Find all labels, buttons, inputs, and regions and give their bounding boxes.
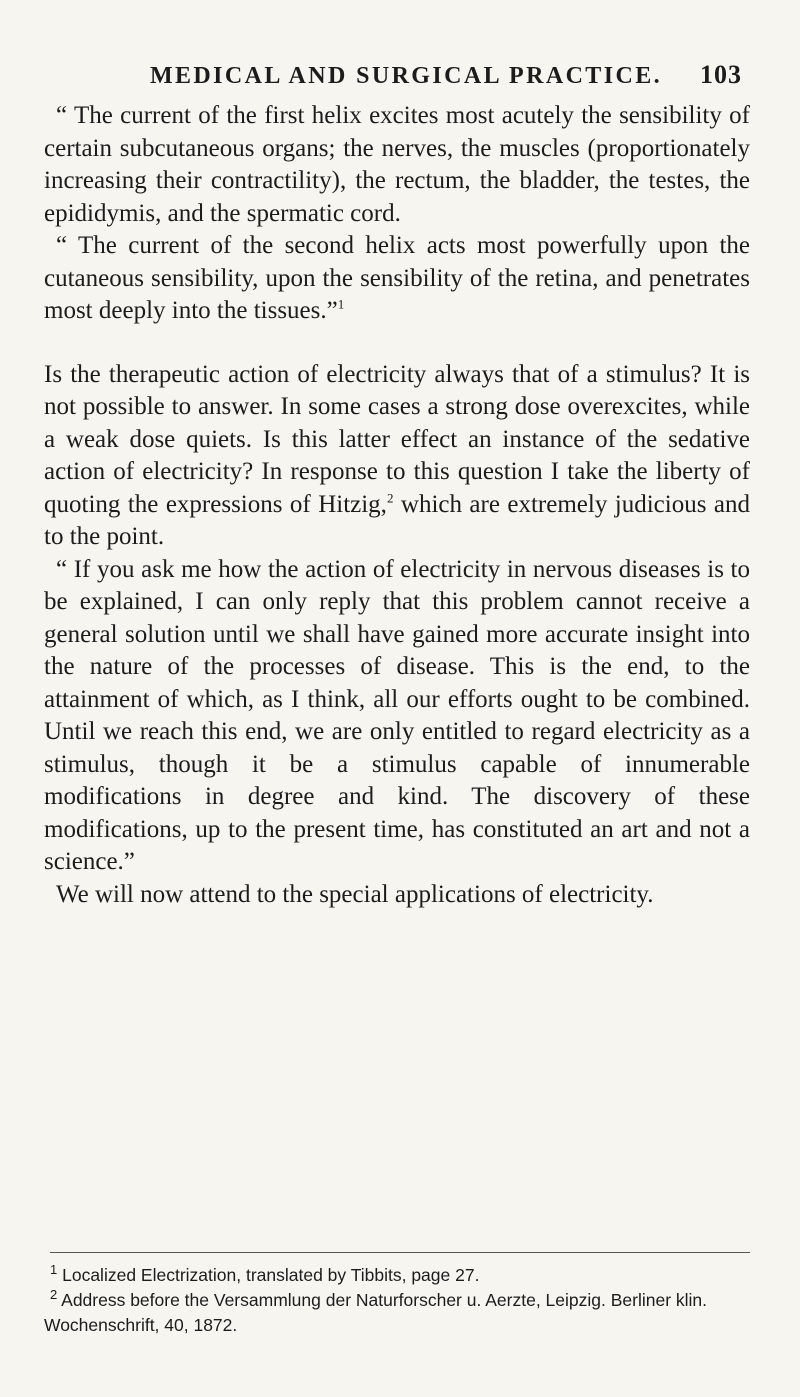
page-number: 103 — [700, 60, 742, 89]
paragraph-hitzig-quote: “ If you ask me how the action of electricity in nervous diseases is to be explained, I can only reply that this problem cannot receive a general solution until we shall have gained more accurate insight into the nature of the processes of disease. This is the end, to the attainment of which, as I think, all our efforts ought to be combined. Until we reach this end, we are only entitled to regard electricity as a stimulus, though it be a stimulus capable of innumerable modifications in degree and kind. The discovery of these modifications, up to the present time, has constituted an art and not a science.” — [44, 555, 750, 875]
footnote-2: $^2$ Address before the Versammlung der Naturforscher u. Aerzte, Leipzig. Berliner klin. Wochenschrift, 40, 1872. — [44, 1287, 708, 1335]
footnote-ref-1: 1 — [337, 296, 345, 312]
paragraph-special-applications: We will now attend to the special applications of electricity. — [56, 880, 654, 908]
footnote-divider — [50, 1252, 750, 1253]
paragraph-therapeutic-action: Is the therapeutic action of electricity always that of a stimulus? It is not possible to answer. In some cases a strong dose overexcites, while a weak dose quiets. Is this latter effect an instance of the sedative action of electricity? In response to this question I take the liberty of quoting the expressions of Hitzig,$^2$ which are extremely judicious and to the point. — [44, 360, 750, 550]
footnote-ref-2: 2 — [386, 490, 394, 506]
footnote-mark-1: 1 — [50, 1262, 58, 1278]
paragraph-second-helix: “ The current of the second helix acts most powerfully upon the cutaneous sensibility, upon the sensibility of the retina, and penetrates most deeply into the tissues.”$^1$ — [44, 232, 750, 324]
body-text — [44, 100, 750, 911]
footnote-1: $^1$ Localized Electrization, translated by Tibbits, page 27. — [50, 1262, 480, 1285]
footnotes — [44, 1263, 750, 1338]
running-title: MEDICAL AND SURGICAL PRACTICE. — [149, 63, 662, 89]
paragraph-first-helix: “ The current of the first helix excites most acutely the sensibility of certain subcutaneous organs; the nerves, the muscles (proportionately increasing their contractility), the rectum, the bladder, the testes, the epididymis, and the spermatic cord. — [44, 102, 750, 227]
running-header — [75, 60, 742, 91]
footnote-mark-2: 2 — [50, 1287, 58, 1303]
